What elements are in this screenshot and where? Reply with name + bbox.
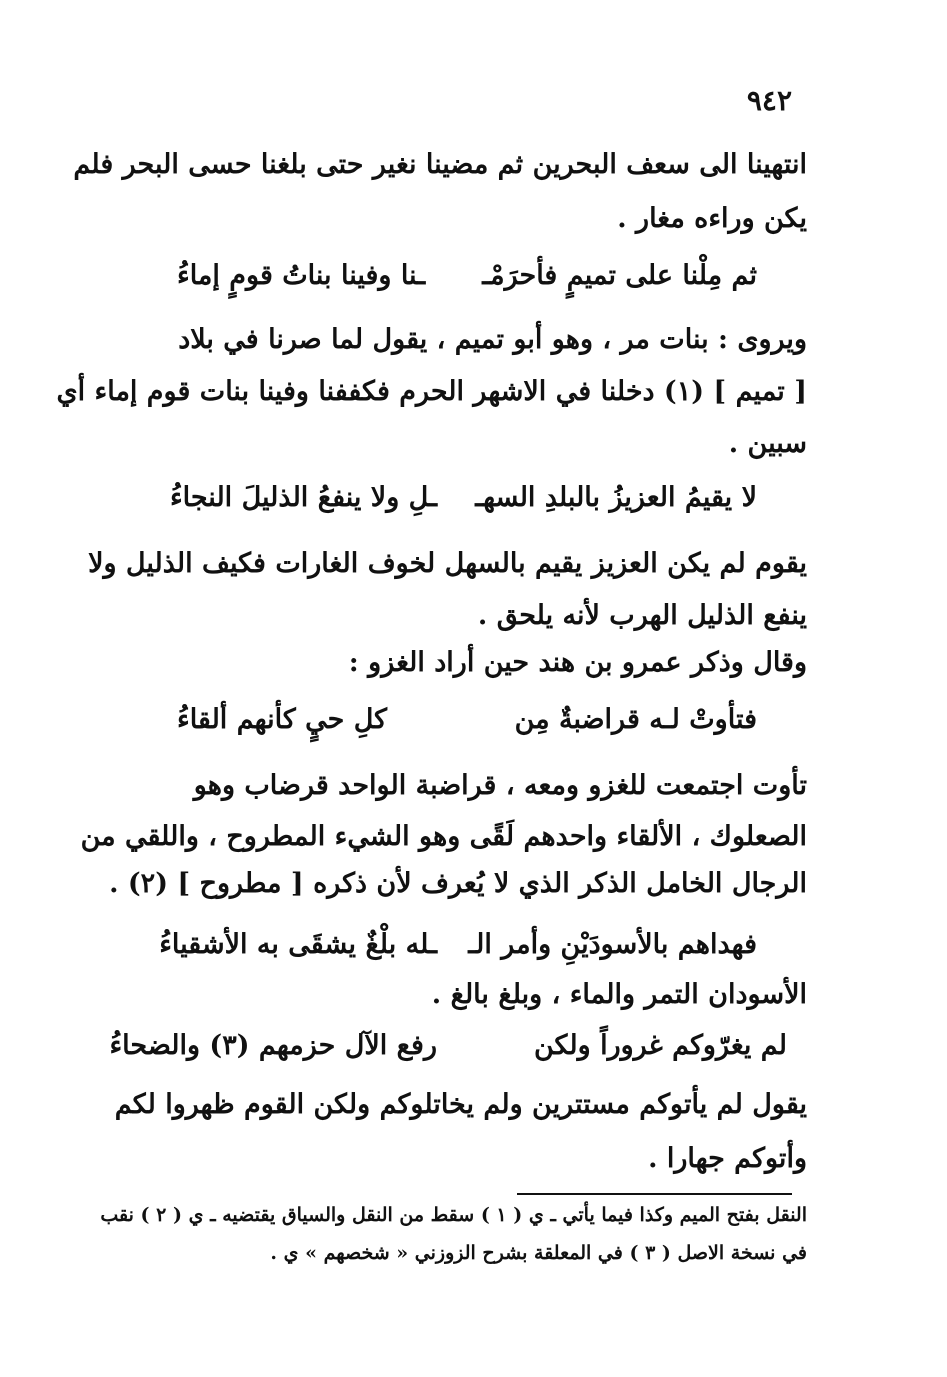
prose-line: يقول لم يأتوكم مستترين ولم يخاتلوكم ولكن القوم ظهروا لكم bbox=[114, 1089, 807, 1120]
page-number: ٩٤٢ bbox=[746, 84, 792, 117]
verse-second-hemistich: ـلِ ولا ينفعُ الذليلَ النجاءُ bbox=[169, 482, 437, 513]
verse-line bbox=[167, 478, 767, 518]
verse-second-hemistich: ـنا وفينا بناتُ قومٍ إماءُ bbox=[177, 260, 426, 291]
verse-first-hemistich: ثم مِلْنا على تميمٍ فأحرَمْـ bbox=[482, 260, 757, 291]
verse-first-hemistich: لم يغرّوكم غروراً ولكن bbox=[533, 1030, 787, 1061]
footnote-line: في نسخة الاصل ( ٣ ) في المعلقة بشرح الزوزني « شخصهم » ي . bbox=[270, 1242, 807, 1264]
verse-second-hemistich: كلِ حيٍ كأنهم ألقاءُ bbox=[177, 704, 388, 735]
verse-first-hemistich: فتأوتْ لـه قراضبةٌ مِن bbox=[514, 704, 757, 735]
verse-first-hemistich: لا يقيمُ العزيزُ بالبلدِ السهـ bbox=[475, 482, 757, 513]
verse-second-hemistich: رفع الآل حزمهم (٣) والضحاءُ bbox=[109, 1030, 437, 1061]
prose-line: سبين . bbox=[728, 428, 807, 459]
prose-line: الرجال الخامل الذكر الذي لا يُعرف لأن ذكره [ مطروح ] (٢) . bbox=[109, 868, 807, 899]
prose-line: [ تميم ] (١) دخلنا في الاشهر الحرم فكففنا وفينا بنات قوم إماء أي bbox=[56, 376, 807, 407]
verse-second-hemistich: ـله بلْغٌ يشقَى به الأشقياءُ bbox=[159, 929, 437, 960]
prose-line: ينفع الذليل الهرب لأنه يلحق . bbox=[477, 600, 807, 631]
verse-line bbox=[167, 700, 767, 740]
verse-line bbox=[167, 256, 767, 296]
prose-line: تأوت اجتمعت للغزو ومعه ، قراضبة الواحد قرضاب وهو bbox=[193, 770, 807, 801]
verse-first-hemistich: فهداهم بالأسودَيْنِ وأمر الـ bbox=[468, 929, 757, 960]
prose-line: ويروى : بنات مر ، وهو أبو تميم ، يقول لما صرنا في بلاد bbox=[178, 324, 807, 355]
prose-line: وقال وذكر عمرو بن هند حين أراد الغزو : bbox=[348, 647, 807, 678]
prose-line: وأتوكم جهارا . bbox=[648, 1143, 807, 1174]
prose-line: انتهينا الى سعف البحرين ثم مضينا نغير حتى بلغنا حسى البحر فلم bbox=[73, 149, 807, 180]
prose-line: يكن وراءه مغار . bbox=[617, 203, 807, 234]
prose-line: الصعلوك ، الألقاء واحدهم لَقًى وهو الشيء المطروح ، واللقي من bbox=[80, 821, 807, 852]
verse-line bbox=[159, 925, 767, 965]
footnote-separator bbox=[517, 1193, 792, 1195]
verse-line bbox=[109, 1026, 807, 1066]
prose-line: يقوم لم يكن العزيز يقيم بالسهل لخوف الغارات فكيف الذليل ولا bbox=[88, 548, 807, 579]
footnote-line: النقل بفتح الميم وكذا فيما يأتي ـ ي ( ١ ) سقط من النقل والسياق يقتضيه ـ ي ( ٢ ) نقب bbox=[100, 1204, 807, 1226]
prose-line: الأسودان التمر والماء ، وبلغ بالغ . bbox=[431, 979, 807, 1010]
